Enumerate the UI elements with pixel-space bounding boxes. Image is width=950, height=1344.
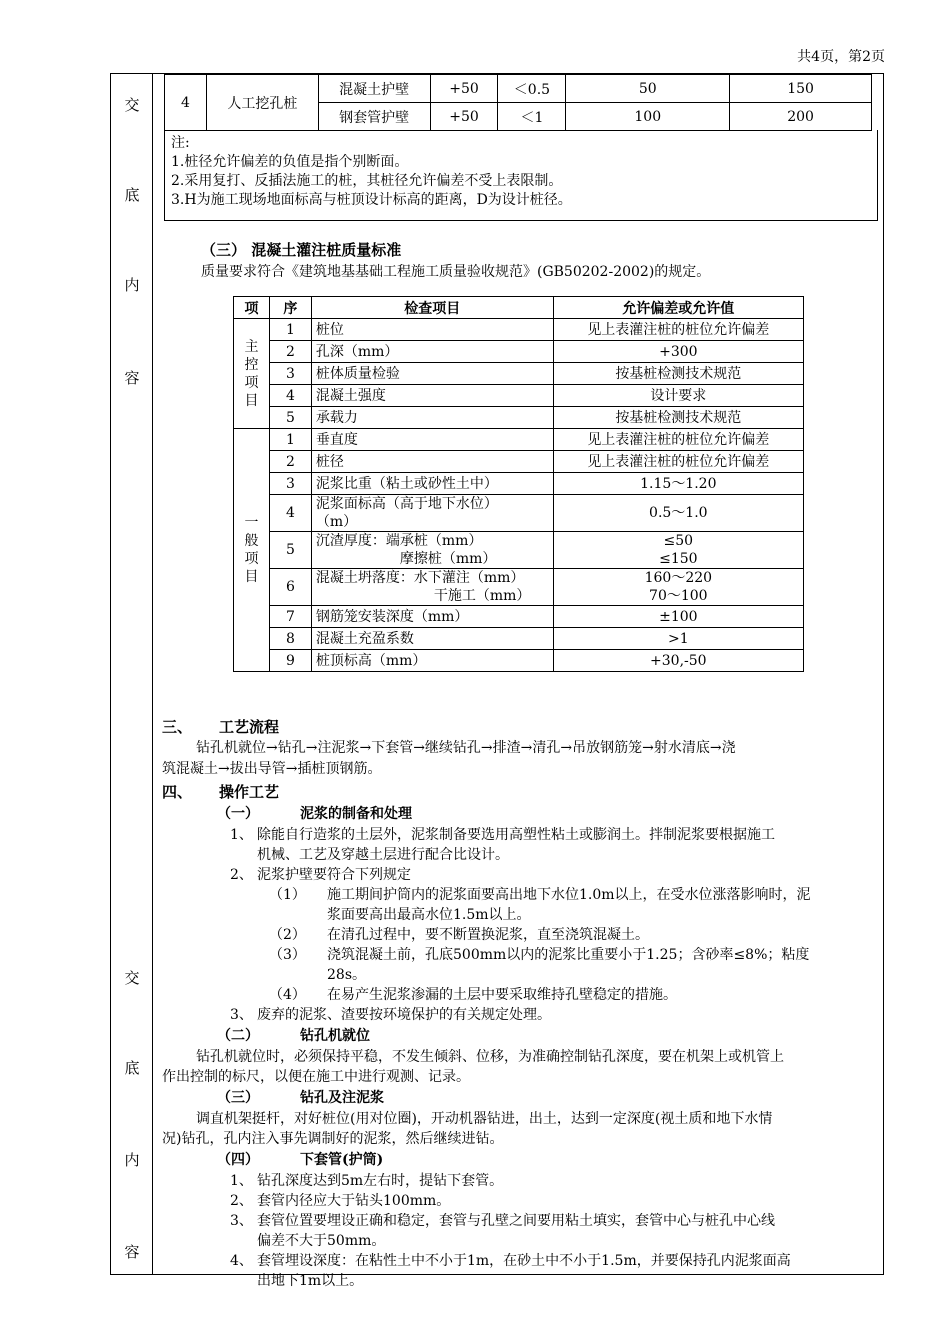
- item-text: 套管内径应大于钻头100mm。: [257, 1193, 451, 1209]
- cell-line: 泥浆面标高（高于地下水位）: [315, 496, 498, 512]
- table-row: [234, 385, 804, 407]
- table-cell: 见上表灌注桩的桩位允许偏差: [553, 319, 803, 341]
- section-heading: （三） 混凝土灌注桩质量标准: [201, 241, 402, 259]
- table-header-row: [234, 297, 804, 319]
- item-number: （1）: [269, 887, 306, 903]
- side-label-char: 内: [124, 1151, 140, 1169]
- paragraph-line: 况)钻孔，孔内注入事先调制好的泥浆，然后继续进钻。: [162, 1131, 504, 1147]
- cell-line: （m）: [315, 514, 358, 530]
- table-cell: +30,-50: [553, 650, 803, 672]
- table-cell: 1: [269, 319, 311, 341]
- subsection-title: 钻孔及注泥浆: [300, 1090, 384, 1106]
- item-text: 钻孔深度达到5m左右时，提钻下套管。: [257, 1173, 504, 1189]
- item-number: 4、: [230, 1253, 253, 1269]
- heading-title: 操作工艺: [219, 783, 280, 801]
- table-cell: 孔深（mm）: [311, 341, 553, 363]
- item-number: 2、: [230, 867, 253, 883]
- cell-line: 沉渣厚度：端承桩（mm）: [315, 533, 483, 549]
- side-label-char: 容: [124, 1243, 140, 1261]
- item-number: 2、: [230, 1193, 253, 1209]
- table-row: [234, 341, 804, 363]
- table-cell: 3: [269, 473, 311, 495]
- subsection-number: （三）: [217, 1090, 259, 1106]
- table-row: [234, 363, 804, 385]
- table-cell: 100: [566, 103, 730, 131]
- note-item: 3.H为施工现场地面标高与桩顶设计标高的距离，D为设计桩径。: [171, 192, 572, 208]
- table-cell: ＜1: [498, 103, 566, 131]
- table-cell: 桩顶标高（mm）: [311, 650, 553, 672]
- table-notes: [164, 130, 878, 221]
- item-number: 3、: [230, 1007, 253, 1023]
- paragraph-line: 调直机架挺杆，对好桩位(用对位圈)，开动机器钻进，出土，达到一定深度(视土质和地下水情: [196, 1111, 773, 1127]
- side-label-char: 底: [124, 1059, 140, 1077]
- table-row: [234, 532, 804, 569]
- table-cell: 5: [269, 532, 311, 569]
- table-row: [234, 473, 804, 495]
- table-row: [234, 407, 804, 429]
- side-label-char: 内: [124, 276, 140, 294]
- table-row: [234, 429, 804, 451]
- table-cell: 4: [269, 495, 311, 532]
- table-cell: 钢筋笼安装深度（mm）: [311, 606, 553, 628]
- note-item: 1.桩径允许偏差的负值是指个别断面。: [171, 154, 409, 170]
- table-cell: 7: [269, 606, 311, 628]
- table-cell: 9: [269, 650, 311, 672]
- table-cell: 8: [269, 628, 311, 650]
- side-label-column: [111, 74, 153, 1274]
- paragraph-line: 作出控制的标尺，以便在施工中进行观测、记录。: [162, 1069, 470, 1085]
- table-row: [234, 606, 804, 628]
- table-cell: 0.5～1.0: [553, 495, 803, 532]
- table-cell: 见上表灌注桩的桩位允许偏差: [553, 451, 803, 473]
- table-cell: ±100: [553, 606, 803, 628]
- table-cell: 4: [269, 385, 311, 407]
- item-text: 机械、工艺及穿越土层进行配合比设计。: [257, 847, 509, 863]
- group-label-text: 主控项目: [244, 338, 259, 409]
- table-cell: 垂直度: [311, 429, 553, 451]
- item-text: 施工期间护筒内的泥浆面要高出地下水位1.0m以上，在受水位涨落影响时，泥: [327, 887, 811, 903]
- table-cell: 50: [566, 75, 730, 103]
- item-text: 在易产生泥浆渗漏的土层中要采取维持孔壁稳定的措施。: [327, 987, 677, 1003]
- table-cell: 泥浆比重（粘土或砂性土中）: [311, 473, 553, 495]
- item-text: 套管埋设深度：在粘性土中不小于1m，在砂土中不小于1.5m，并要保持孔内泥浆面高: [257, 1253, 791, 1269]
- item-number: 1、: [230, 1173, 253, 1189]
- table-cell: 设计要求: [553, 385, 803, 407]
- subsection-number: （四）: [217, 1152, 259, 1168]
- table-cell: +50: [430, 103, 498, 131]
- group-label-text: 一般项目: [244, 515, 259, 585]
- table-cell: >1: [553, 628, 803, 650]
- table-cell: 按基桩检测技术规范: [553, 363, 803, 385]
- subsection-title: 钻孔机就位: [300, 1028, 370, 1044]
- page-indicator: 共4页，第2页: [797, 49, 885, 65]
- table-header: 序: [269, 297, 311, 319]
- group-label-general: [234, 429, 270, 672]
- item-number: （3）: [269, 947, 306, 963]
- content-area: [154, 74, 883, 1289]
- item-number: 1、: [230, 827, 253, 843]
- table-row: [234, 569, 804, 606]
- section-intro: 质量要求符合《建筑地基基础工程施工质量验收规范》(GB50202-2002)的规定。: [201, 264, 711, 280]
- process-line: 筑混凝土→拔出导管→插桩顶钢筋。: [162, 761, 382, 777]
- table-cell: 钢套管护壁: [318, 103, 430, 131]
- table-cell: +50: [430, 75, 498, 103]
- table-cell: 混凝土强度: [311, 385, 553, 407]
- table-cell: 2: [269, 341, 311, 363]
- table-cell: +300: [553, 341, 803, 363]
- process-line: 钻孔机就位→钻孔→注泥浆→下套管→继续钻孔→排渣→清孔→吊放钢筋笼→射水清底→浇: [196, 740, 736, 756]
- paragraph-line: 钻孔机就位时，必须保持平稳，不发生倾斜、位移，为准确控制钻孔深度，要在机架上或机管上: [196, 1049, 784, 1065]
- table-cell: 6: [269, 569, 311, 606]
- table-cell: 1.15～1.20: [553, 473, 803, 495]
- side-label-char: 容: [124, 369, 140, 387]
- heading-title: 工艺流程: [219, 718, 280, 736]
- item-text: 出地下1m以上。: [257, 1273, 364, 1289]
- item-text: 废弃的泥浆、渣要按环境保护的有关规定处理。: [257, 1007, 551, 1023]
- group-label-main: [234, 319, 270, 429]
- cell-line: 70～100: [649, 588, 708, 604]
- item-text: 套管位置要埋设正确和稳定，套管与孔壁之间要用粘土填实，套管中心与桩孔中心线: [257, 1213, 775, 1229]
- item-number: （4）: [269, 987, 306, 1003]
- table-cell: ＜0.5: [498, 75, 566, 103]
- side-label-char: 底: [124, 186, 140, 204]
- table-cell: [311, 569, 553, 606]
- table-cell: 桩径: [311, 451, 553, 473]
- cell-line: ≤150: [659, 551, 698, 567]
- table-header: 允许偏差或允许值: [553, 297, 803, 319]
- table-row: [234, 451, 804, 473]
- item-number: （2）: [269, 927, 306, 943]
- heading-number: 三、: [162, 718, 193, 736]
- cell-line: 摩擦桩（mm）: [399, 551, 497, 567]
- item-text: 除能自行造浆的土层外，泥浆制备要选用高塑性粘土或膨润土。拌制泥浆要根据施工: [257, 827, 775, 843]
- table-cell: [311, 495, 553, 532]
- table-cell: [553, 532, 803, 569]
- table-row: [234, 650, 804, 672]
- heading-number: 四、: [162, 783, 193, 801]
- table-cell: 承载力: [311, 407, 553, 429]
- cell-line: 干施工（mm）: [433, 588, 531, 604]
- cell-line: 混凝土坍落度：水下灌注（mm）: [315, 570, 525, 586]
- subsection-title: 泥浆的制备和处理: [300, 806, 412, 822]
- subsection-number: （二）: [217, 1028, 259, 1044]
- table-header: 检查项目: [311, 297, 553, 319]
- item-text: 浇筑混凝土前，孔底500mm以内的泥浆比重要小于1.25；含砂率≤8%；粘度: [327, 947, 810, 963]
- table-cell: 桩体质量检验: [311, 363, 553, 385]
- table-cell: [553, 569, 803, 606]
- item-text: 偏差不大于50mm。: [257, 1233, 386, 1249]
- cell-line: ≤50: [663, 533, 694, 549]
- subsection-number: （一）: [217, 806, 259, 822]
- item-text: 28s。: [327, 967, 366, 983]
- table-cell: 混凝土充盈系数: [311, 628, 553, 650]
- table-header: 项: [234, 297, 270, 319]
- table-cell: 见上表灌注桩的桩位允许偏差: [553, 429, 803, 451]
- table-row: [165, 75, 872, 103]
- table-cell: 混凝土护壁: [318, 75, 430, 103]
- notes-title: 注:: [171, 135, 190, 151]
- table-cell: 150: [730, 75, 872, 103]
- table-cell: 200: [730, 103, 872, 131]
- pile-tolerance-table-continued: [164, 74, 872, 131]
- item-number: 3、: [230, 1213, 253, 1229]
- table-row: [234, 628, 804, 650]
- table-cell: 桩位: [311, 319, 553, 341]
- table-cell: 5: [269, 407, 311, 429]
- quality-standard-table: [233, 296, 804, 672]
- note-item: 2.采用复打、反插法施工的桩，其桩径允许偏差不受上表限制。: [171, 173, 563, 189]
- subsection-title: 下套管(护筒): [300, 1152, 384, 1168]
- table-cell: 1: [269, 429, 311, 451]
- item-text: 在清孔过程中，要不断置换泥浆，直至浇筑混凝土。: [327, 927, 649, 943]
- table-cell: 3: [269, 363, 311, 385]
- table-cell: 2: [269, 451, 311, 473]
- side-label-char: 交: [124, 96, 140, 114]
- item-text: 浆面要高出最高水位1.5m以上。: [327, 907, 531, 923]
- table-row: [234, 319, 804, 341]
- table-row: [234, 495, 804, 532]
- table-cell: 按基桩检测技术规范: [553, 407, 803, 429]
- table-cell: 人工挖孔桩: [206, 75, 318, 131]
- table-cell: 4: [165, 75, 207, 131]
- table-cell: [311, 532, 553, 569]
- side-label-char: 交: [124, 969, 140, 987]
- document-frame: [110, 73, 884, 1289]
- cell-line: 160～220: [644, 570, 713, 586]
- item-text: 泥浆护壁要符合下列规定: [257, 867, 411, 883]
